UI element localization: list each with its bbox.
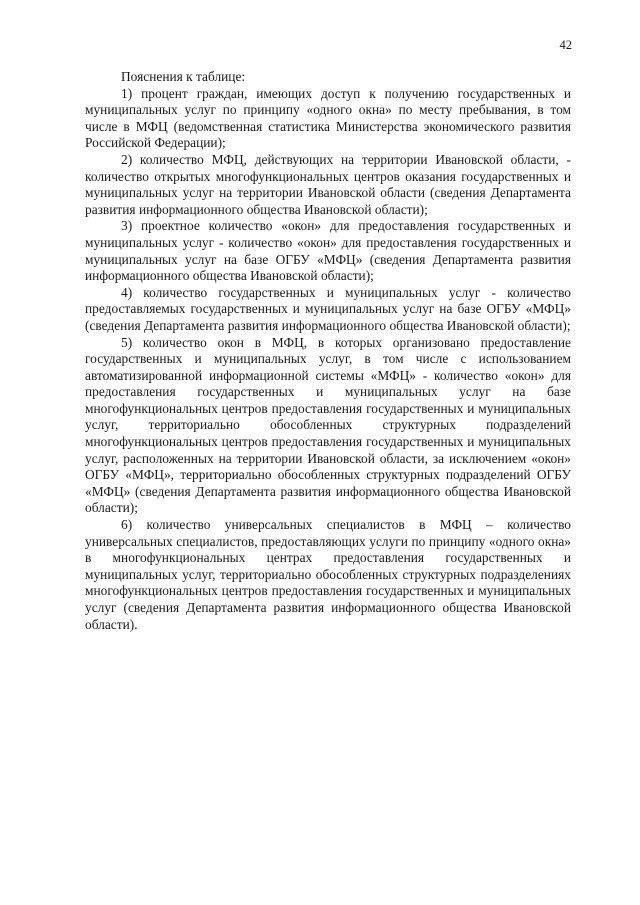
paragraph-3: 3) проектное количество «окон» для предоставления государственных и муниципальных услуг - количество «окон» для предоставления государственных и муниципальных услуг на базе ОГБУ «МФЦ» (сведения Департамента развития информационного общества Ивановской области); — [85, 218, 571, 284]
paragraph-5: 5) количество окон в МФЦ, в которых организовано предоставление государственных и муниципальных услуг, в том числе с использованием автоматизированной информационной системы «МФЦ» - количество «окон» для предоставления государственных и муниципальных услуг на базе многофункциональных центров предоставления государственных и муниципальных услуг, территориально обособленных структурных подразделений многофункциональных центров предоставления государственных и муниципальных услуг, расположенных на территории Ивановской области, за исключением «окон» ОГБУ «МФЦ», территориально обособленных структурных подразделений ОГБУ «МФЦ» (сведения Департамента развития информационного общества Ивановской области); — [85, 334, 571, 516]
paragraph-4: 4) количество государственных и муниципальных услуг - количество предоставляемых государственных и муниципальных услуг на базе ОГБУ «МФЦ» (сведения Департамента развития информационного общества Ивановской области); — [85, 284, 571, 333]
paragraph-2: 2) количество МФЦ, действующих на территории Ивановской области, - количество открытых многофункциональных центров оказания государственных и муниципальных услуг на территории Ивановской области (сведения Департамента развития информационного общества Ивановской области); — [85, 151, 571, 217]
explanations-heading: Пояснения к таблице: — [121, 69, 246, 84]
paragraph-1: 1) процент граждан, имеющих доступ к получению государственных и муниципальных услуг по принципу «одного окна» по месту пребывания, в том числе в МФЦ (ведомственная статистика Министерства экономического развития Российской Федерации); — [85, 85, 571, 151]
paragraph-6: 6) количество универсальных специалистов в МФЦ – количество универсальных специалистов, предоставляющих услуги по принципу «одного окна» в многофункциональных центрах предоставления государственных и муниципальных услуг, территориально обособленных структурных подразделениях многофункциональных центров предоставления государственных и муниципальных услуг (сведения Департамента развития информационного общества Ивановской области). — [85, 517, 571, 632]
document-body — [85, 69, 571, 633]
page-number: 42 — [559, 38, 572, 52]
